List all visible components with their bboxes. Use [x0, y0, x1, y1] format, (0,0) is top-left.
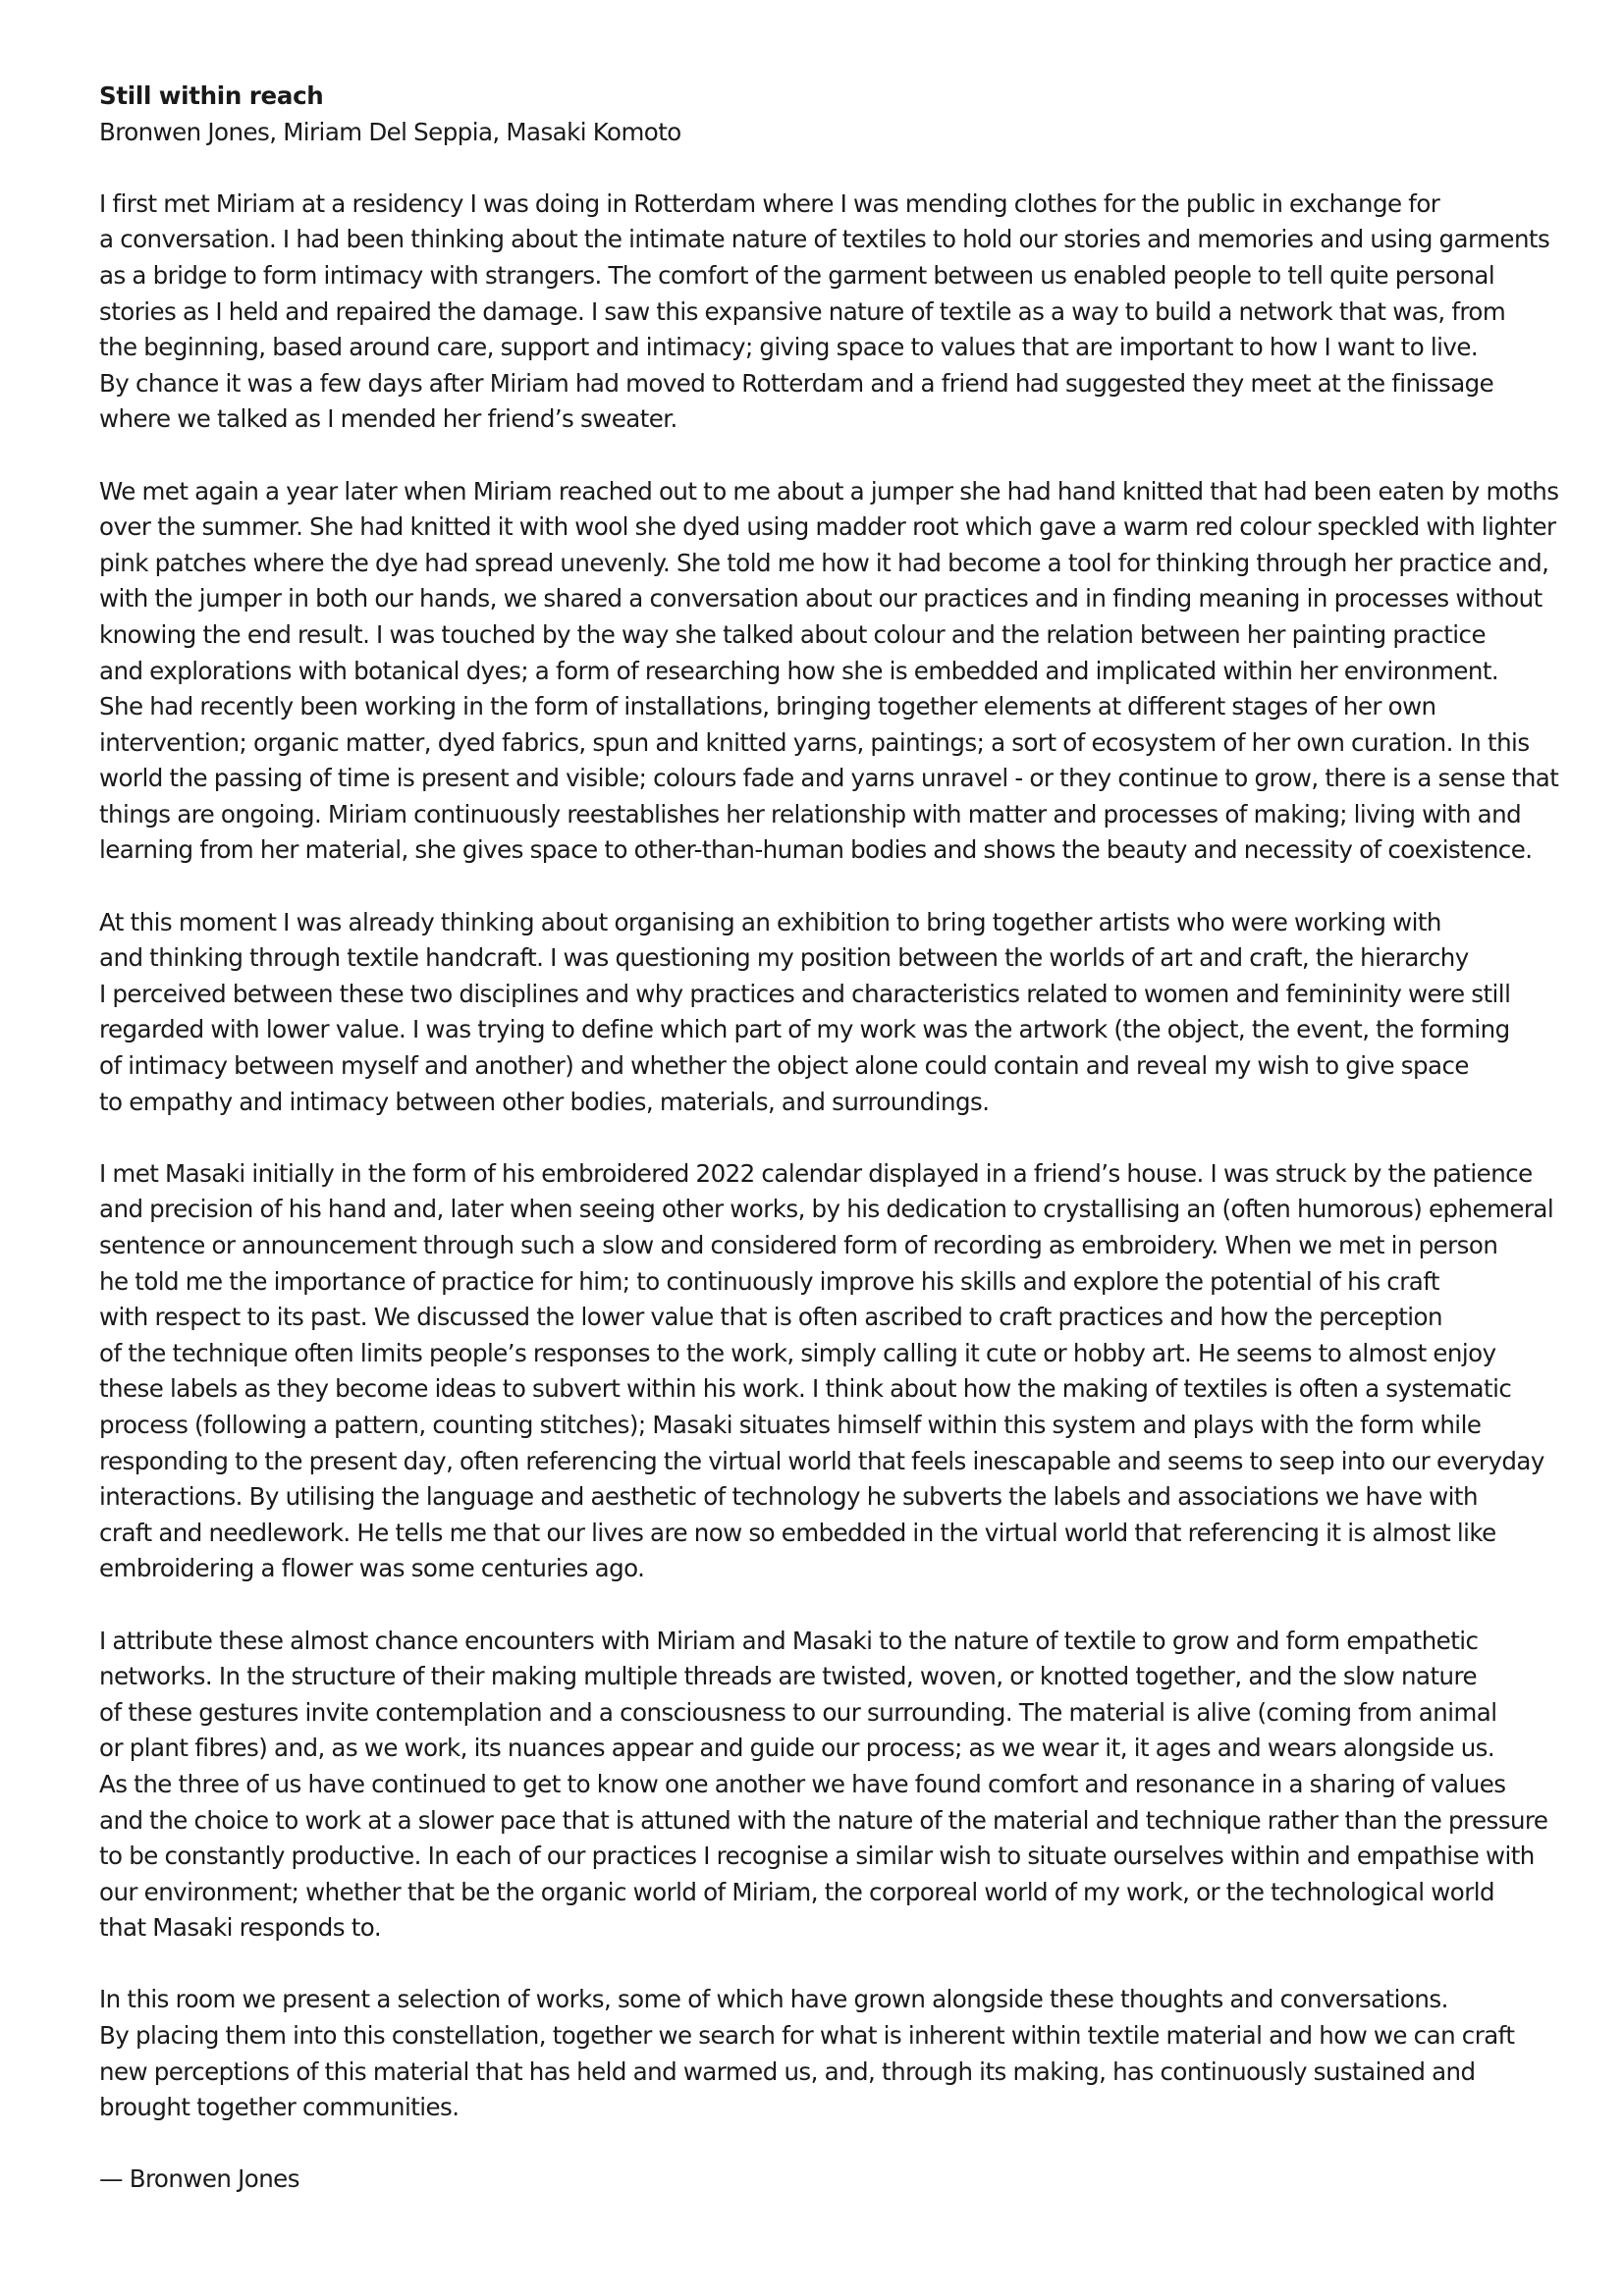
paragraph-3: [99, 905, 1533, 1121]
signature: — Bronwen Jones: [99, 2164, 299, 2194]
text-line: as a bridge to form intimacy with strangers. The comfort of the garment between us enabled people to tell quite personal: [99, 260, 1495, 290]
text-line: interactions. By utilising the language and aesthetic of technology he subverts the labels and associations we have with: [99, 1482, 1478, 1512]
text-line: over the summer. She had knitted it with wool she dyed using madder root which gave a warm red colour speckled with lighter: [99, 512, 1556, 542]
paragraph-6: [99, 1982, 1533, 2125]
text-line: I met Masaki initially in the form of his embroidered 2022 calendar displayed in a friend’s house. I was struck by the patience: [99, 1158, 1533, 1188]
text-line: In this room we present a selection of works, some of which have grown alongside these thoughts and conversations.: [99, 1985, 1448, 2014]
text-line: he told me the importance of practice for him; to continuously improve his skills and explore the potential of his craft: [99, 1266, 1439, 1296]
text-line: learning from her material, she gives space to other-than-human bodies and shows the beauty and necessity of coexistence.: [99, 835, 1533, 865]
author-list: Bronwen Jones, Miriam Del Seppia, Masaki Komoto: [99, 117, 681, 146]
text-line: intervention; organic matter, dyed fabrics, spun and knitted yarns, paintings; a sort of ecosystem of her own curation. In this: [99, 727, 1530, 757]
text-line: of these gestures invite contemplation and a consciousness to our surrounding. The material is alive (coming from animal: [99, 1697, 1497, 1727]
document-title: Still within reach: [99, 81, 324, 110]
text-line: brought together communities.: [99, 2093, 460, 2122]
text-line: networks. In the structure of their making multiple threads are twisted, woven, or knotted together, and the slow nature: [99, 1662, 1477, 1691]
text-line: and the choice to work at a slower pace that is attuned with the nature of the material and technique rather than the pressure: [99, 1805, 1548, 1835]
text-line: sentence or announcement through such a slow and considered form of recording as embroidery. When we met in person: [99, 1231, 1498, 1259]
text-line: stories as I held and repaired the damage. I saw this expansive nature of textile as a way to build a network that was, from: [99, 296, 1506, 326]
text-line: our environment; whether that be the organic world of Miriam, the corporeal world of my work, or the technological world: [99, 1877, 1495, 1906]
text-line: We met again a year later when Miriam reached out to me about a jumper she had hand knitted that had been eaten by moths: [99, 476, 1559, 506]
text-line: I first met Miriam at a residency I was doing in Rotterdam where I was mending clothes for the public in exchange for: [99, 188, 1440, 218]
text-line: pink patches where the dye had spread unevenly. She told me how it had become a tool for thinking through her practice and,: [99, 548, 1549, 577]
paragraph-2: [99, 474, 1559, 870]
text-line: that Masaki responds to.: [99, 1913, 382, 1943]
text-line: craft and needlework. He tells me that our lives are now so embedded in the virtual world that referencing it is almost like: [99, 1518, 1496, 1547]
text-line: and thinking through textile handcraft. I was questioning my position between the worlds of art and craft, the hierarchy: [99, 943, 1469, 973]
text-line: By chance it was a few days after Miriam had moved to Rotterdam and a friend had suggested they meet at the finissage: [99, 368, 1494, 398]
text-line: a conversation. I had been thinking about the intimate nature of textiles to hold our stories and memories and using garments: [99, 225, 1550, 254]
text-line: and precision of his hand and, later when seeing other works, by his dedication to crystallising an (often humorous) ephemeral: [99, 1195, 1554, 1224]
text-line: these labels as they become ideas to subvert within his work. I think about how the making of textiles is often a systematic: [99, 1374, 1512, 1404]
text-line: By placing them into this constellation, together we search for what is inherent within textile material and how we can craft: [99, 2021, 1515, 2051]
text-line: world the passing of time is present and visible; colours fade and yarns unravel - or they continue to grow, there is a sense that: [99, 764, 1559, 793]
text-line: with respect to its past. We discussed the lower value that is often ascribed to craft practices and how the perception: [99, 1303, 1442, 1332]
text-line: to empathy and intimacy between other bodies, materials, and surroundings.: [99, 1087, 990, 1116]
paragraph-1: [99, 187, 1550, 438]
text-line: At this moment I was already thinking about organising an exhibition to bring together artists who were working with: [99, 907, 1441, 936]
text-line: of intimacy between myself and another) and whether the object alone could contain and reveal my wish to give space: [99, 1051, 1469, 1081]
text-line: She had recently been working in the form of installations, bringing together elements at different stages of her own: [99, 692, 1436, 721]
text-line: to be constantly productive. In each of our practices I recognise a similar wish to situate ourselves within and empathise with: [99, 1842, 1535, 1871]
text-line: regarded with lower value. I was trying to define which part of my work was the artwork (the object, the event, the forming: [99, 1015, 1510, 1044]
header: [99, 79, 1533, 150]
text-line: responding to the present day, often referencing the virtual world that feels inescapable and seems to seep into our everyday: [99, 1446, 1544, 1475]
document-page: [99, 79, 1559, 2198]
text-line: knowing the end result. I was touched by the way she talked about colour and the relation between her painting practice: [99, 619, 1487, 649]
paragraph-4: [99, 1156, 1554, 1587]
text-line: and explorations with botanical dyes; a form of researching how she is embedded and implicated within her environment.: [99, 656, 1499, 685]
text-line: where we talked as I mended her friend’s sweater.: [99, 404, 677, 434]
text-line: As the three of us have continued to get to know one another we have found comfort and resonance in a sharing of values: [99, 1769, 1506, 1798]
text-line: things are ongoing. Miriam continuously reestablishes her relationship with matter and processes of making; living with and: [99, 799, 1522, 828]
text-line: I perceived between these two disciplines and why practices and characteristics related to women and femininity were still: [99, 979, 1511, 1008]
text-line: the beginning, based around care, support and intimacy; giving space to values that are important to how I want to live.: [99, 333, 1479, 362]
text-line: process (following a pattern, counting stitches); Masaki situates himself within this system and plays with the form while: [99, 1410, 1482, 1439]
text-line: embroidering a flower was some centuries ago.: [99, 1554, 645, 1583]
text-line: of the technique often limits people’s responses to the work, simply calling it cute or hobby art. He seems to almost enjoy: [99, 1338, 1496, 1367]
paragraph-5: [99, 1624, 1548, 1947]
text-line: new perceptions of this material that has held and warmed us, and, through its making, has continuously sustained and: [99, 2056, 1476, 2086]
text-line: or plant fibres) and, as we work, its nuances appear and guide our process; as we wear it, it ages and wears alongside us.: [99, 1734, 1495, 1763]
text-line: with the jumper in both our hands, we shared a conversation about our practices and in finding meaning in processes without: [99, 584, 1543, 614]
text-line: I attribute these almost chance encounters with Miriam and Masaki to the nature of textile to grow and form empathetic: [99, 1626, 1479, 1655]
